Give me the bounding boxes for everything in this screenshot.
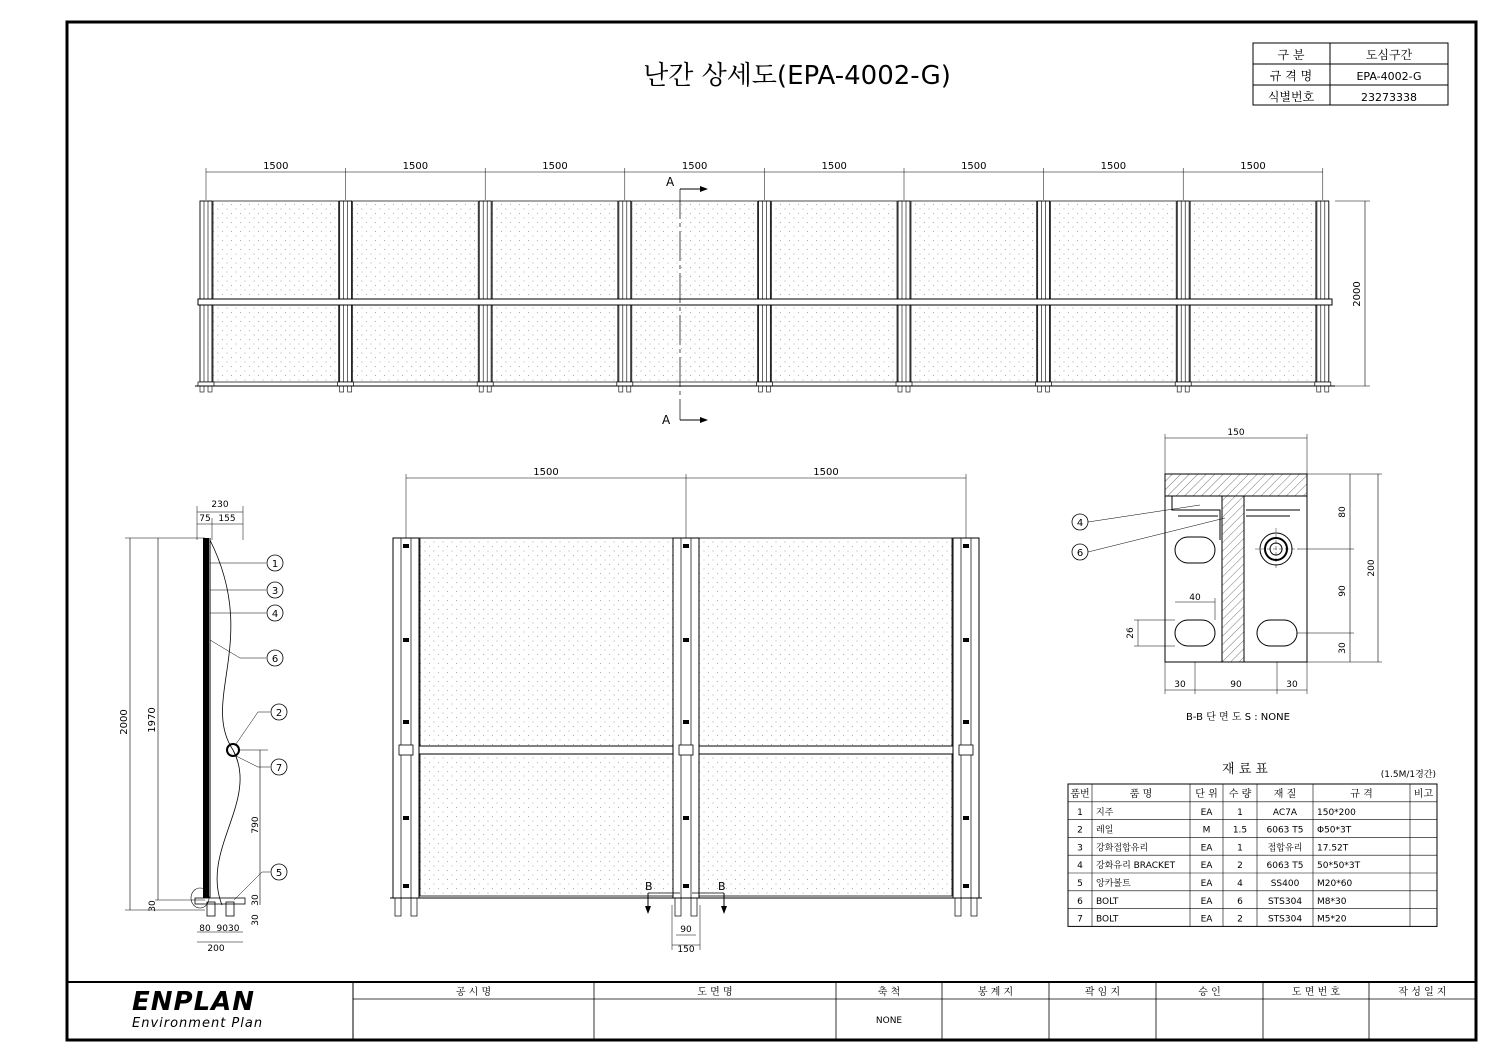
- section-a-marker-bottom: [662, 413, 708, 427]
- side-callout-7: [236, 756, 287, 775]
- materials-cell: STS304: [1267, 914, 1303, 925]
- section-callout-6: [1072, 518, 1225, 560]
- svg-text:승 인: 승 인: [1198, 987, 1221, 998]
- svg-text:공 시 명: 공 시 명: [455, 987, 492, 998]
- title-block-field: [876, 985, 903, 1026]
- svg-text:봉 계 지: 봉 계 지: [977, 987, 1014, 998]
- svg-text:26: 26: [1126, 627, 1136, 639]
- materials-cell: EA: [1200, 843, 1213, 854]
- title-block-field: [697, 985, 732, 998]
- materials-cell: EA: [1200, 896, 1213, 907]
- materials-cell: 6: [1237, 896, 1243, 907]
- front-glass-panel-upper: [632, 201, 758, 299]
- info-label-category: 구 분: [1277, 48, 1305, 62]
- enlarged-post: [673, 538, 699, 916]
- materials-cell: STS304: [1267, 896, 1303, 907]
- materials-cell: 2: [1077, 825, 1083, 836]
- svg-text:도 면 번 호: 도 면 번 호: [1291, 987, 1341, 998]
- front-post: [1036, 201, 1052, 392]
- front-post: [198, 201, 214, 392]
- materials-cell: 3: [1077, 843, 1083, 854]
- info-value-category: 도심구간: [1365, 48, 1413, 62]
- svg-text:작 성 일 지: 작 성 일 지: [1398, 987, 1447, 998]
- svg-text:40: 40: [1189, 593, 1201, 603]
- front-glass-panel-upper: [771, 201, 897, 299]
- materials-cell: EA: [1200, 879, 1213, 889]
- front-glass-panel-lower: [1190, 305, 1316, 382]
- materials-cell: 4: [1077, 861, 1083, 872]
- info-block: [1253, 43, 1448, 105]
- svg-text:곽 임 지: 곽 임 지: [1084, 987, 1121, 998]
- svg-text:7: 7: [275, 763, 283, 774]
- materials-cell: BOLT: [1096, 896, 1119, 907]
- front-glass-panel-lower: [213, 305, 339, 382]
- front-post: [896, 201, 912, 392]
- materials-header-cell: 규 격: [1350, 789, 1373, 800]
- materials-header-cell: 품 명: [1129, 789, 1153, 800]
- front-elevation-view: [195, 161, 1370, 427]
- svg-text:230: 230: [211, 500, 229, 510]
- materials-cell: BOLT: [1096, 914, 1119, 925]
- svg-text:155: 155: [218, 514, 236, 524]
- enlarged-bay-dim-2: 1500: [813, 467, 839, 478]
- svg-text:2000: 2000: [1352, 281, 1363, 307]
- svg-text:B: B: [645, 880, 653, 893]
- materials-cell: 앙카볼트: [1096, 879, 1131, 889]
- materials-cell: M: [1202, 825, 1211, 836]
- section-bb-caption: B-B 단 면 도 S : NONE: [1186, 712, 1290, 723]
- enlarged-glass-panel: [698, 754, 952, 896]
- drawing-title: 난간 상세도(EPA-4002-G): [643, 61, 951, 91]
- front-post: [617, 201, 633, 392]
- materials-cell: EA: [1200, 807, 1213, 818]
- front-bay-dimension-label: 1500: [821, 161, 847, 172]
- svg-text:30: 30: [1286, 680, 1298, 690]
- svg-text:B: B: [718, 880, 726, 893]
- materials-header-cell: 단 위: [1195, 789, 1218, 800]
- title-block-field: [456, 985, 491, 998]
- materials-header-cell: 비고: [1413, 789, 1434, 800]
- section-bb-view: [1072, 428, 1382, 723]
- side-callout-4: [210, 605, 283, 621]
- materials-row: [1077, 841, 1349, 853]
- info-label-spec: 규 격 명: [1269, 69, 1313, 83]
- materials-row: [1077, 915, 1347, 925]
- svg-text:2: 2: [275, 708, 283, 719]
- company-logo: ENPLAN: [132, 987, 256, 1017]
- materials-cell: 6063 T5: [1266, 825, 1304, 836]
- front-glass-panel-upper: [213, 201, 339, 299]
- svg-text:90: 90: [680, 925, 692, 935]
- enlarged-glass-panel: [420, 754, 674, 896]
- front-glass-panel-upper: [492, 201, 618, 299]
- materials-cell: 접합유리: [1267, 843, 1303, 854]
- materials-cell: 6: [1077, 896, 1083, 907]
- front-handrail: [198, 299, 1332, 305]
- front-bay-dimension-label: 1500: [402, 161, 429, 172]
- svg-text:80: 80: [1338, 506, 1348, 518]
- title-block-field: [1398, 985, 1446, 998]
- info-value-id: 23273338: [1361, 91, 1417, 104]
- front-bay-dimension-label: 1500: [263, 161, 289, 172]
- materials-cell: AC7A: [1272, 807, 1298, 818]
- svg-text:150: 150: [1227, 428, 1245, 438]
- svg-text:5: 5: [275, 868, 283, 879]
- info-label-id: 식별번호: [1267, 90, 1315, 104]
- front-post: [477, 201, 493, 392]
- svg-text:4: 4: [271, 609, 279, 620]
- front-glass-panel-lower: [911, 305, 1037, 382]
- svg-text:축 척: 축 척: [877, 987, 901, 998]
- materials-cell: 지주: [1096, 807, 1114, 818]
- svg-text:A: A: [666, 175, 675, 189]
- front-glass-panel-lower: [771, 305, 897, 382]
- materials-cell: 1: [1077, 807, 1083, 818]
- enlarged-post: [393, 538, 419, 916]
- materials-cell: 1.5: [1232, 825, 1248, 836]
- materials-cell: 강화접합유리: [1096, 843, 1149, 854]
- materials-row: [1077, 859, 1360, 871]
- front-bay-dimension-label: 1500: [961, 161, 987, 172]
- materials-table: [1068, 761, 1437, 926]
- front-glass-panel-lower: [492, 305, 618, 382]
- side-section-view: [119, 500, 287, 954]
- front-post: [1315, 201, 1331, 392]
- materials-header-cell: 재 질: [1273, 789, 1297, 800]
- svg-text:9030: 9030: [216, 924, 240, 934]
- materials-cell: 2: [1237, 861, 1243, 872]
- side-callout-1: [210, 555, 283, 571]
- svg-text:6: 6: [271, 654, 279, 665]
- company-logo-sub: Environment Plan: [132, 1016, 264, 1031]
- materials-cell: 50*50*3T: [1317, 861, 1361, 872]
- front-post: [1175, 201, 1191, 392]
- front-glass-panel-lower: [1051, 305, 1177, 382]
- materials-cell: 4: [1237, 879, 1243, 889]
- svg-text:30: 30: [148, 900, 158, 912]
- front-bay-dimension-label: 1500: [1100, 161, 1127, 172]
- front-height-dimension: [1335, 201, 1370, 386]
- svg-text:3: 3: [271, 586, 279, 597]
- materials-cell: EA: [1200, 861, 1213, 872]
- svg-text:4: 4: [1076, 518, 1084, 529]
- enlarged-bay-dim-1: 1500: [533, 467, 559, 478]
- materials-cell: M5*20: [1317, 914, 1347, 925]
- svg-text:2000: 2000: [119, 709, 130, 735]
- materials-cell: 150*200: [1317, 807, 1356, 818]
- side-post: [203, 538, 209, 898]
- title-block-field: [1085, 985, 1120, 998]
- title-block-field: [978, 985, 1013, 998]
- materials-cell: M20*60: [1317, 879, 1353, 889]
- info-value-spec: EPA-4002-G: [1356, 70, 1422, 83]
- svg-text:NONE: NONE: [875, 1016, 903, 1026]
- front-glass-panel-upper: [353, 201, 479, 299]
- svg-text:150: 150: [677, 945, 695, 955]
- materials-row: [1077, 877, 1352, 889]
- side-callout-2: [236, 704, 287, 744]
- materials-row: [1077, 824, 1352, 836]
- front-glass-panel-lower: [353, 305, 479, 382]
- materials-cell: 5: [1077, 879, 1083, 889]
- svg-text:A: A: [662, 413, 671, 427]
- svg-text:790: 790: [251, 816, 261, 834]
- title-block-field: [1198, 985, 1221, 998]
- materials-cell: Φ50*3T: [1317, 825, 1352, 836]
- enlarged-post: [953, 538, 979, 916]
- side-callout-6: [210, 640, 283, 666]
- materials-title: 재 료 표: [1222, 762, 1268, 777]
- front-glass-panel-upper: [911, 201, 1037, 299]
- front-bay-dimension-label: 1500: [1240, 161, 1266, 172]
- front-post: [756, 201, 772, 392]
- svg-text:1970: 1970: [147, 707, 158, 733]
- svg-text:30: 30: [1174, 680, 1186, 690]
- materials-row: [1077, 806, 1356, 818]
- materials-cell: 6063 T5: [1266, 861, 1304, 872]
- side-callout-3: [210, 582, 283, 598]
- front-glass-panel-lower: [632, 305, 758, 382]
- materials-cell: 7: [1077, 914, 1083, 925]
- svg-text:30: 30: [251, 914, 261, 926]
- materials-cell: 17.52T: [1317, 843, 1349, 854]
- materials-header-cell: 품번: [1070, 789, 1090, 800]
- materials-cell: 레일: [1096, 825, 1114, 836]
- front-bay-dimension-label: 1500: [542, 161, 568, 172]
- materials-cell: 강화유리 BRACKET: [1096, 861, 1176, 872]
- svg-text:90: 90: [1230, 680, 1242, 690]
- materials-cell: SS400: [1270, 879, 1300, 889]
- svg-text:도 면 명: 도 면 명: [697, 987, 733, 998]
- enlarged-glass-panel: [698, 538, 952, 746]
- svg-text:200: 200: [207, 944, 225, 954]
- title-block: [67, 982, 1476, 1040]
- front-bay-dimensions: [206, 161, 1323, 200]
- front-glass-panel-upper: [1190, 201, 1316, 299]
- materials-header-cell: 수 량: [1228, 789, 1252, 800]
- svg-text:75: 75: [199, 514, 211, 524]
- materials-row: [1077, 897, 1347, 907]
- section-callout-4: [1072, 505, 1200, 530]
- svg-text:200: 200: [1367, 559, 1377, 577]
- svg-text:6: 6: [1076, 548, 1084, 559]
- materials-cell: 1: [1237, 807, 1243, 818]
- materials-note: (1.5M/1경간): [1380, 770, 1436, 780]
- front-post: [338, 201, 354, 392]
- title-block-field: [1292, 985, 1341, 998]
- enlarged-glass-panel: [420, 538, 674, 746]
- front-glass-panel-upper: [1051, 201, 1177, 299]
- svg-text:30: 30: [251, 894, 261, 906]
- svg-text:1: 1: [271, 559, 279, 570]
- enlarged-elevation-view: [390, 467, 982, 955]
- svg-text:80: 80: [199, 924, 211, 934]
- materials-cell: 2: [1237, 914, 1243, 925]
- materials-cell: EA: [1200, 914, 1213, 925]
- materials-cell: M8*30: [1317, 896, 1347, 907]
- materials-cell: 1: [1237, 843, 1243, 854]
- svg-text:90: 90: [1338, 585, 1348, 597]
- front-bay-dimension-label: 1500: [681, 161, 708, 172]
- svg-text:30: 30: [1338, 642, 1348, 654]
